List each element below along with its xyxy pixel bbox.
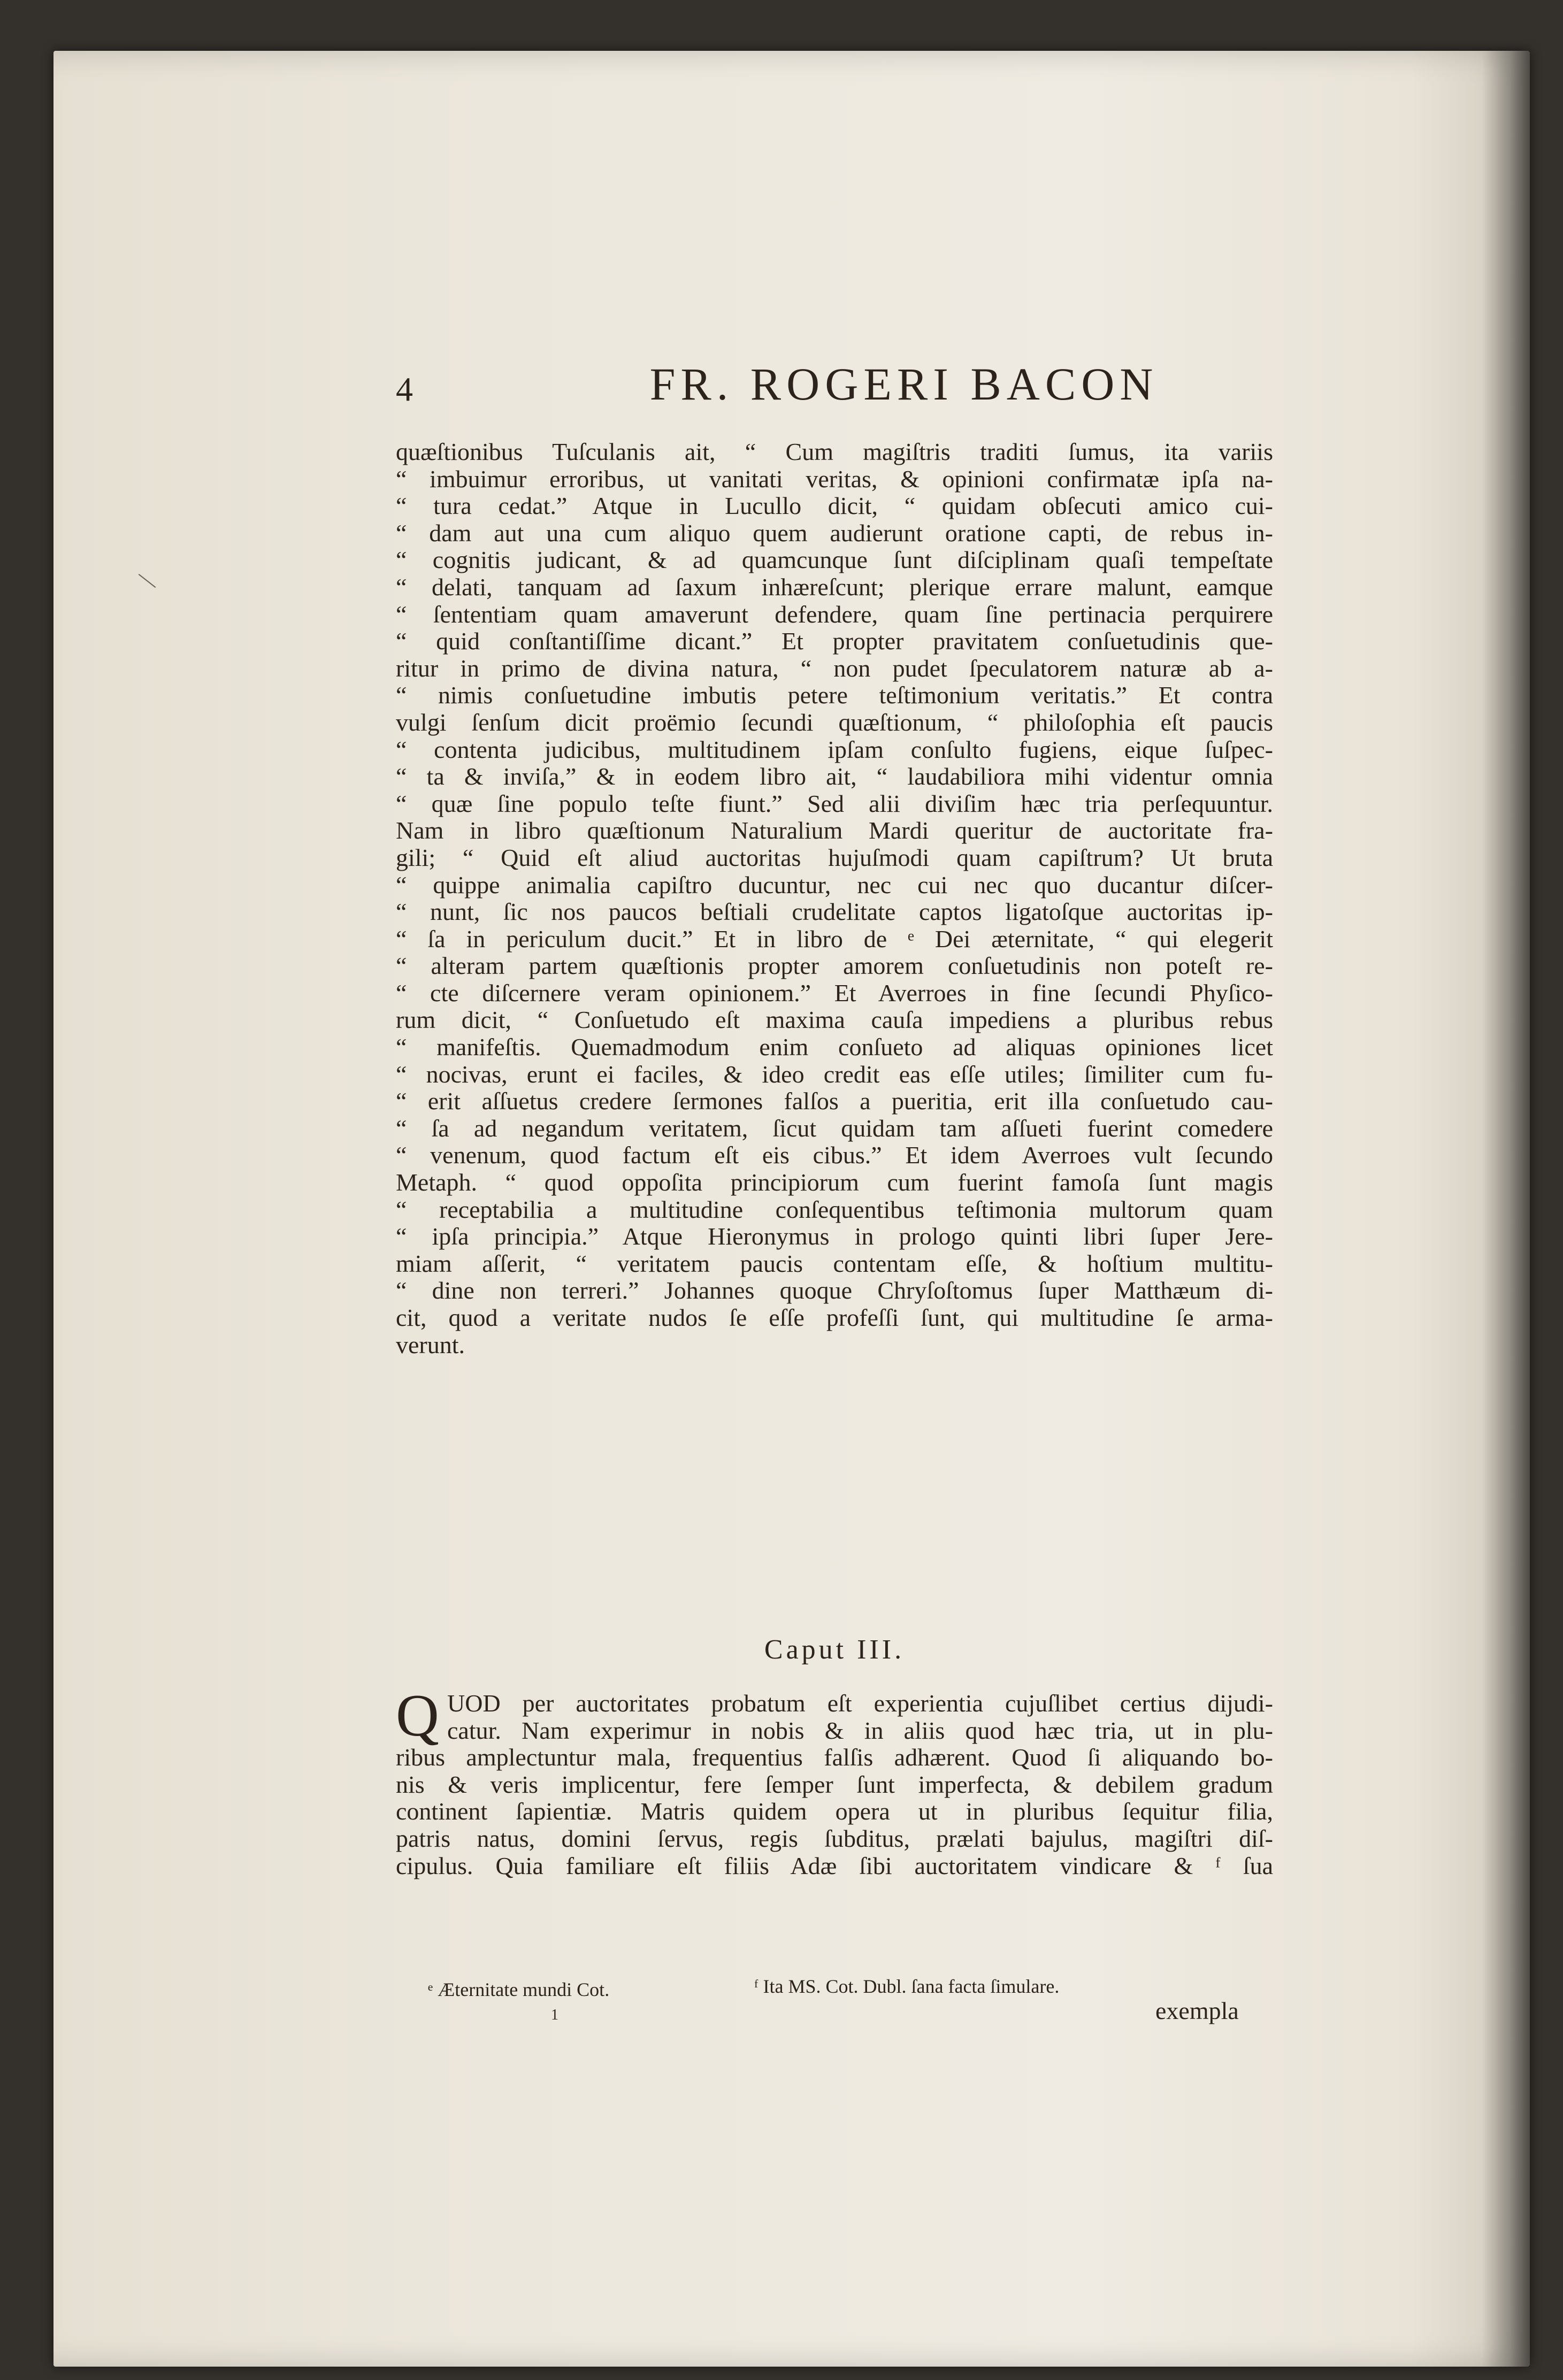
text-line: “ nunt, ſic nos paucos beſtiali crudelitate captos ligatoſque auctoritas ip- [396,898,1273,926]
text-line: “ cognitis judicant, & ad quamcunque ſunt diſciplinam quaſi tempeſtate [396,546,1273,574]
body-text [396,439,1273,1358]
text-line: “ erit aſſuetus credere ſermones falſos a pueritia, erit illa conſuetudo cau- [396,1087,1273,1115]
text-line: “ quæ ſine populo teſte fiunt.” Sed alii diviſim hæc tria perſequuntur. [396,789,1273,817]
text-line: Nam in libro quæſtionum Naturalium Mardi queritur de auctoritate fra- [396,817,1273,844]
text-line: rum dicit, “ Conſuetudo eſt maxima cauſa impediens a pluribus rebus [396,1006,1273,1034]
running-title: FR. ROGERI BACON [649,358,1159,410]
text-line: miam aſſerit, “ veritatem paucis contentam eſſe, & hoſtium multitu- [396,1249,1273,1277]
text-line: “ nimis conſuetudine imbutis petere teſtimonium veritatis.” Et contra [396,681,1273,709]
text-line: “ imbuimur erroribus, ut vanitati veritas, & opinioni confirmatæ ipſa na- [396,465,1273,493]
chapter-line: cipulus. Quia familiare eſt filiis Adæ ſibi auctoritatem vindicare & ᶠ ſua [396,1852,1273,1879]
catchword: exempla [1155,1997,1239,2024]
text-line: “ ſententiam quam amaverunt defendere, quam ſine pertinacia perquirere [396,600,1273,628]
text-line: “ ipſa principia.” Atque Hieronymus in prologo quinti libri ſuper Jere- [396,1223,1273,1250]
chapter-line: continent ſapientiæ. Matris quidem opera ut in pluribus ſequitur filia, [396,1798,1273,1825]
text-line: “ alteram partem quæſtionis propter amorem conſuetudinis non poteſt re- [396,952,1273,980]
text-line: “ venenum, quod factum eſt eis cibus.” Et idem Averroes vult ſecundo [396,1141,1273,1169]
text-line: “ quid conſtantiſſime dicant.” Et propter pravitatem conſuetudinis que- [396,627,1273,655]
text-line: cit, quod a veritate nudos ſe eſſe profeſſi ſunt, qui multitudine ſe arma- [396,1304,1273,1331]
text-line: “ receptabilia a multitudine conſequentibus teſtimonia multorum quam [396,1195,1273,1223]
text-line: “ quippe animalia capiſtro ducuntur, nec cui nec quo ducantur diſcer- [396,871,1273,899]
footnote-e: ᵉ Æternitate mundi Cot. [428,1979,610,2000]
text-line: ritur in primo de divina natura, “ non pudet ſpeculatorem naturæ ab a- [396,654,1273,682]
text-line: “ contenta judicibus, multitudinem ipſam conſulto fugiens, eique ſuſpec- [396,735,1273,763]
drop-cap: Q [396,1683,439,1749]
text-line: “ dam aut una cum aliquo quem audierunt oratione capti, de rebus in- [396,519,1273,547]
running-head [396,357,1348,416]
text-line: verunt. [396,1331,465,1358]
text-line: Metaph. “ quod oppoſita principiorum cum fuerint famoſa ſunt magis [396,1169,1273,1196]
text-line: “ ſa in periculum ducit.” Et in libro de ᵉ Dei æternitate, “ qui elegerit [396,925,1273,953]
chapter-line: ribus amplectuntur mala, frequentius falſis adhærent. Quod ſi aliquando bo- [396,1744,1273,1771]
text-line: gili; “ Quid eſt aliud auctoritas hujuſmodi quam capiſtrum? Ut bruta [396,843,1273,871]
chapter-line: UOD per auctoritates probatum eſt experientia cujuſlibet certius dijudi- [447,1690,1273,1717]
text-line: “ tura cedat.” Atque in Lucullo dicit, “ quidam obſecuti amico cui- [396,492,1273,520]
text-line: “ nocivas, erunt ei faciles, & ideo credit eas eſſe utiles; ſimiliter cum fu- [396,1060,1273,1088]
text-line: “ delati, tanquam ad ſaxum inhæreſcunt; plerique errare malunt, eamque [396,573,1273,601]
text-line: “ ſa ad negandum veritatem, ſicut quidam tam aſſueti fuerint comedere [396,1114,1273,1142]
text-line: “ cte diſcernere veram opinionem.” Et Averroes in fine ſecundi Phyſico- [396,979,1273,1007]
text-line: vulgi ſenſum dicit proëmio ſecundi quæſtionum, “ philoſophia eſt paucis [396,708,1273,736]
chapter-text [396,1683,1273,1879]
footnote-f: ᶠ Ita MS. Cot. Dubl. ſana facta ſimulare. [754,1976,1060,1997]
text-line: “ ta & inviſa,” & in eodem libro ait, “ laudabiliora mihi videntur omnia [396,763,1273,790]
text-line: “ dine non terreri.” Johannes quoque Chryſoſtomus ſuper Matthæum di- [396,1277,1273,1304]
signature-mark: 1 [551,2007,558,2023]
chapter-line: patris natus, domini ſervus, regis ſubditus, prælati bajulus, magiſtri diſ- [396,1824,1273,1852]
chapter-line: nis & veris implicentur, fere ſemper ſunt imperfecta, & debilem gradum [396,1770,1273,1798]
chapter-heading: Caput III. [764,1634,905,1665]
page-number: 4 [396,370,413,408]
footnotes [396,1978,1273,2058]
text-line: quæſtionibus Tuſculanis ait, “ Cum magiſtris traditi ſumus, ita variis [396,438,1273,465]
text-line: “ manifeſtis. Quemadmodum enim conſueto ad aliquas opiniones licet [396,1033,1273,1061]
page-gutter-shadow [1482,51,1530,2367]
chapter-line: catur. Nam experimur in nobis & in aliis quod hæc tria, ut in plu- [447,1716,1273,1744]
